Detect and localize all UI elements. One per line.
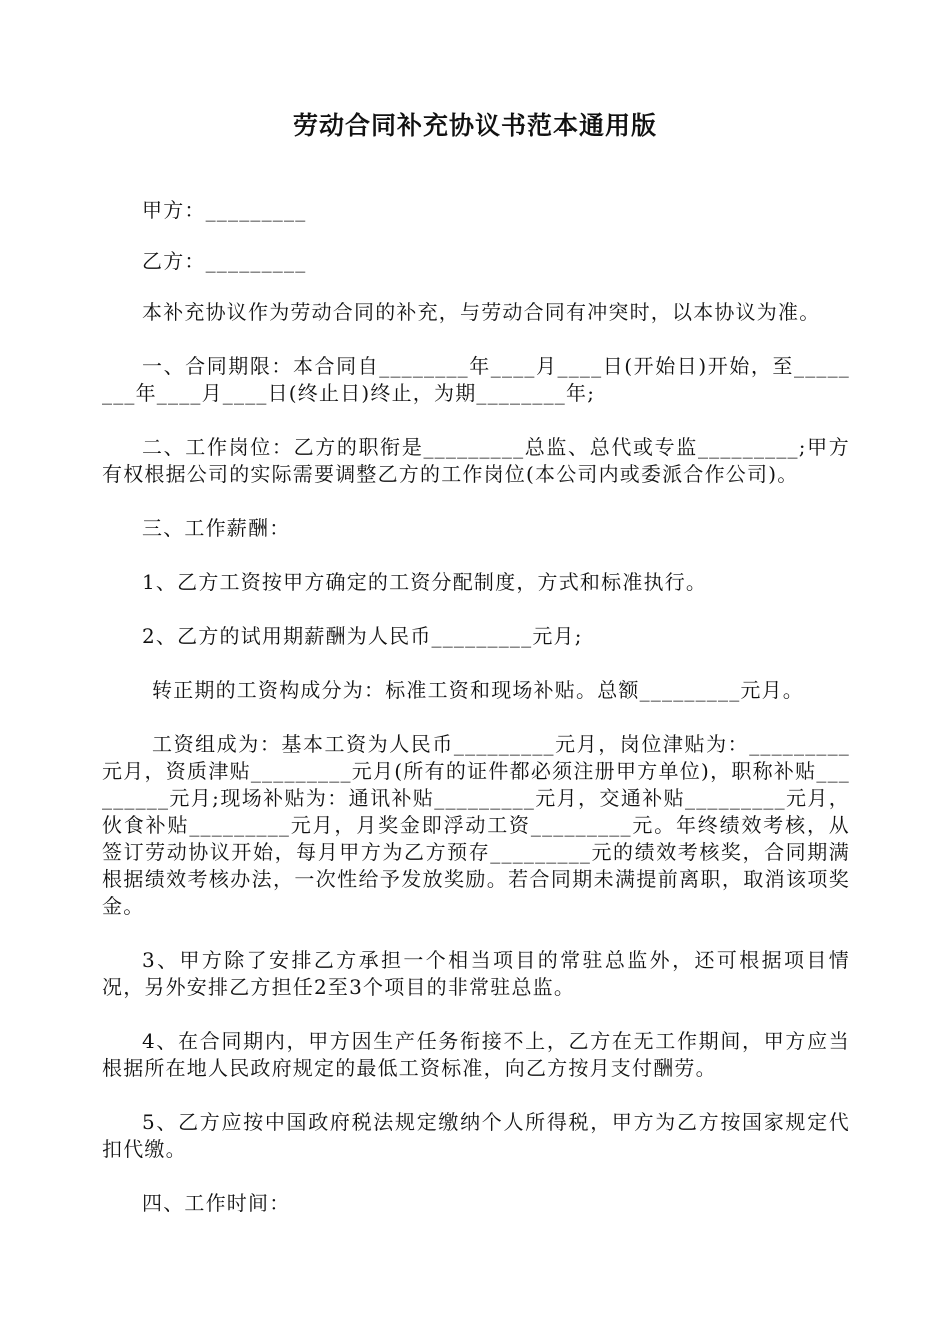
- salary-item-1: 1、乙方工资按甲方确定的工资分配制度，方式和标准执行。: [142, 570, 708, 594]
- clause-salary-heading: 三、工作薪酬：: [142, 516, 291, 540]
- salary-item-2: 2、乙方的试用期薪酬为人民币_________元月;: [142, 624, 583, 648]
- salary-regular-structure: 转正期的工资构成分为：标准工资和现场补贴。总额_________元月。: [152, 678, 804, 702]
- clause-work-hours-heading: 四、工作时间：: [142, 1191, 291, 1215]
- clause-contract-term: 一、合同期限：本合同自________年____月____日(开始日)开始，至________年____月____日(终止日)终止，为期________年;: [102, 354, 850, 405]
- salary-item-5: 5、乙方应按中国政府税法规定缴纳个人所得税，甲方为乙方按国家规定代扣代缴。: [102, 1110, 850, 1161]
- party-a-line: 甲方：_________: [142, 198, 307, 222]
- document-body: [102, 197, 850, 1244]
- salary-composition: 工资组成为：基本工资为人民币_________元月，岗位津贴为：_________元月，资质津贴_________元月(所有的证件都必须注册甲方单位)，职称补贴_________元月;现场补贴为：通讯补贴_________元月，交通补贴_________元月，伙食补贴_________元月，月奖金即浮动工资_________元。年终绩效考核，从签订劳动协议开始，每月甲方为乙方预存_________元的绩效考核奖，合同期满根据绩效考核办法，一次性给予发放奖励。若合同期未满提前离职，取消该项奖金。: [102, 732, 850, 918]
- intro-paragraph: 本补充协议作为劳动合同的补充，与劳动合同有冲突时，以本协议为准。: [142, 300, 821, 324]
- salary-item-3: 3、甲方除了安排乙方承担一个相当项目的常驻总监外，还可根据项目情况，另外安排乙方担任2至3个项目的非常驻总监。: [102, 948, 850, 999]
- salary-item-4: 4、在合同期内，甲方因生产任务衔接不上，乙方在无工作期间，甲方应当根据所在地人民政府规定的最低工资标准，向乙方按月支付酬劳。: [102, 1029, 850, 1080]
- document-title: 劳动合同补充协议书范本通用版: [292, 111, 657, 140]
- party-b-line: 乙方：_________: [142, 249, 307, 273]
- clause-job-position: 二、工作岗位：乙方的职衔是_________总监、总代或专监_________;甲方有权根据公司的实际需要调整乙方的工作岗位(本公司内或委派合作公司)。: [102, 435, 850, 486]
